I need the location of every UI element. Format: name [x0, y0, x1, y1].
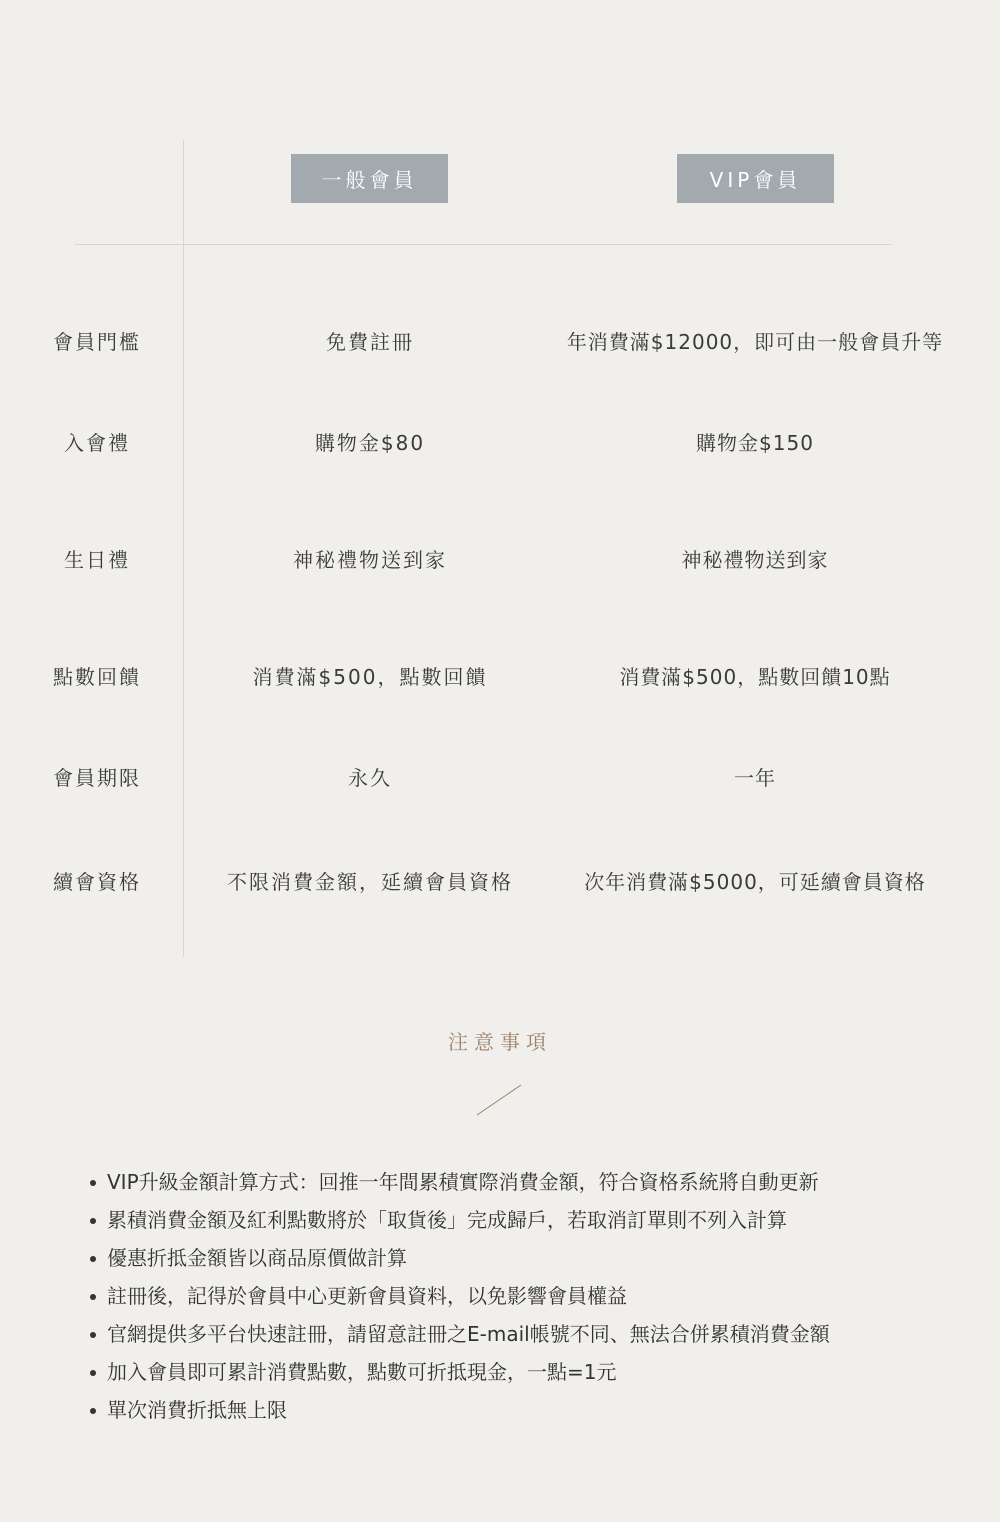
- notes-title: 注意事項: [448, 1030, 552, 1054]
- regular-value: 購物金$80: [314, 430, 426, 455]
- notes-list: [88, 1163, 830, 1429]
- note-item: 加入會員即可累計消費點數，點數可折抵現金，一點=1元: [88, 1353, 830, 1391]
- regular-value: 免費註冊: [326, 329, 414, 354]
- regular-value: 不限消費金額，延續會員資格: [227, 869, 513, 894]
- vip-value: 一年: [734, 765, 776, 790]
- note-item: 單次消費折抵無上限: [88, 1391, 830, 1429]
- vip-value: 次年消費滿$5000，可延續會員資格: [584, 869, 926, 894]
- row-label: 點數回饋: [53, 664, 141, 689]
- row-label: 生日禮: [64, 547, 130, 572]
- vip-value: 年消費滿$12000，即可由一般會員升等: [566, 329, 944, 354]
- row-birthday-gift: [0, 538, 1000, 578]
- row-points: [0, 655, 1000, 695]
- header-divider: [75, 244, 892, 245]
- vip-member-header: VIP會員: [677, 154, 834, 203]
- vip-value: 購物金$150: [696, 430, 814, 455]
- row-label: 會員期限: [53, 765, 141, 790]
- vip-value: 神秘禮物送到家: [681, 547, 829, 572]
- row-label: 續會資格: [53, 869, 141, 894]
- note-item: 官網提供多平台快速註冊，請留意註冊之E-mail帳號不同、無法合併累積消費金額: [88, 1315, 830, 1353]
- note-item: 優惠折抵金額皆以商品原價做計算: [88, 1239, 830, 1277]
- regular-value: 消費滿$500，點數回饋: [252, 664, 488, 689]
- decorative-slash: [476, 1084, 522, 1116]
- row-label: 會員門檻: [53, 329, 141, 354]
- row-threshold: [0, 320, 1000, 360]
- note-item: 註冊後，記得於會員中心更新會員資料，以免影響會員權益: [88, 1277, 830, 1315]
- note-item: VIP升級金額計算方式：回推一年間累積實際消費金額，符合資格系統將自動更新: [88, 1163, 830, 1201]
- regular-value: 神秘禮物送到家: [293, 547, 447, 572]
- row-renewal: [0, 860, 1000, 900]
- vip-value: 消費滿$500，點數回饋10點: [619, 664, 891, 689]
- regular-member-header: 一般會員: [291, 154, 448, 203]
- row-label: 入會禮: [64, 430, 130, 455]
- row-validity: [0, 756, 1000, 796]
- row-welcome-gift: [0, 421, 1000, 461]
- note-item: 累積消費金額及紅利點數將於「取貨後」完成歸戶，若取消訂單則不列入計算: [88, 1201, 830, 1239]
- regular-value: 永久: [348, 765, 392, 790]
